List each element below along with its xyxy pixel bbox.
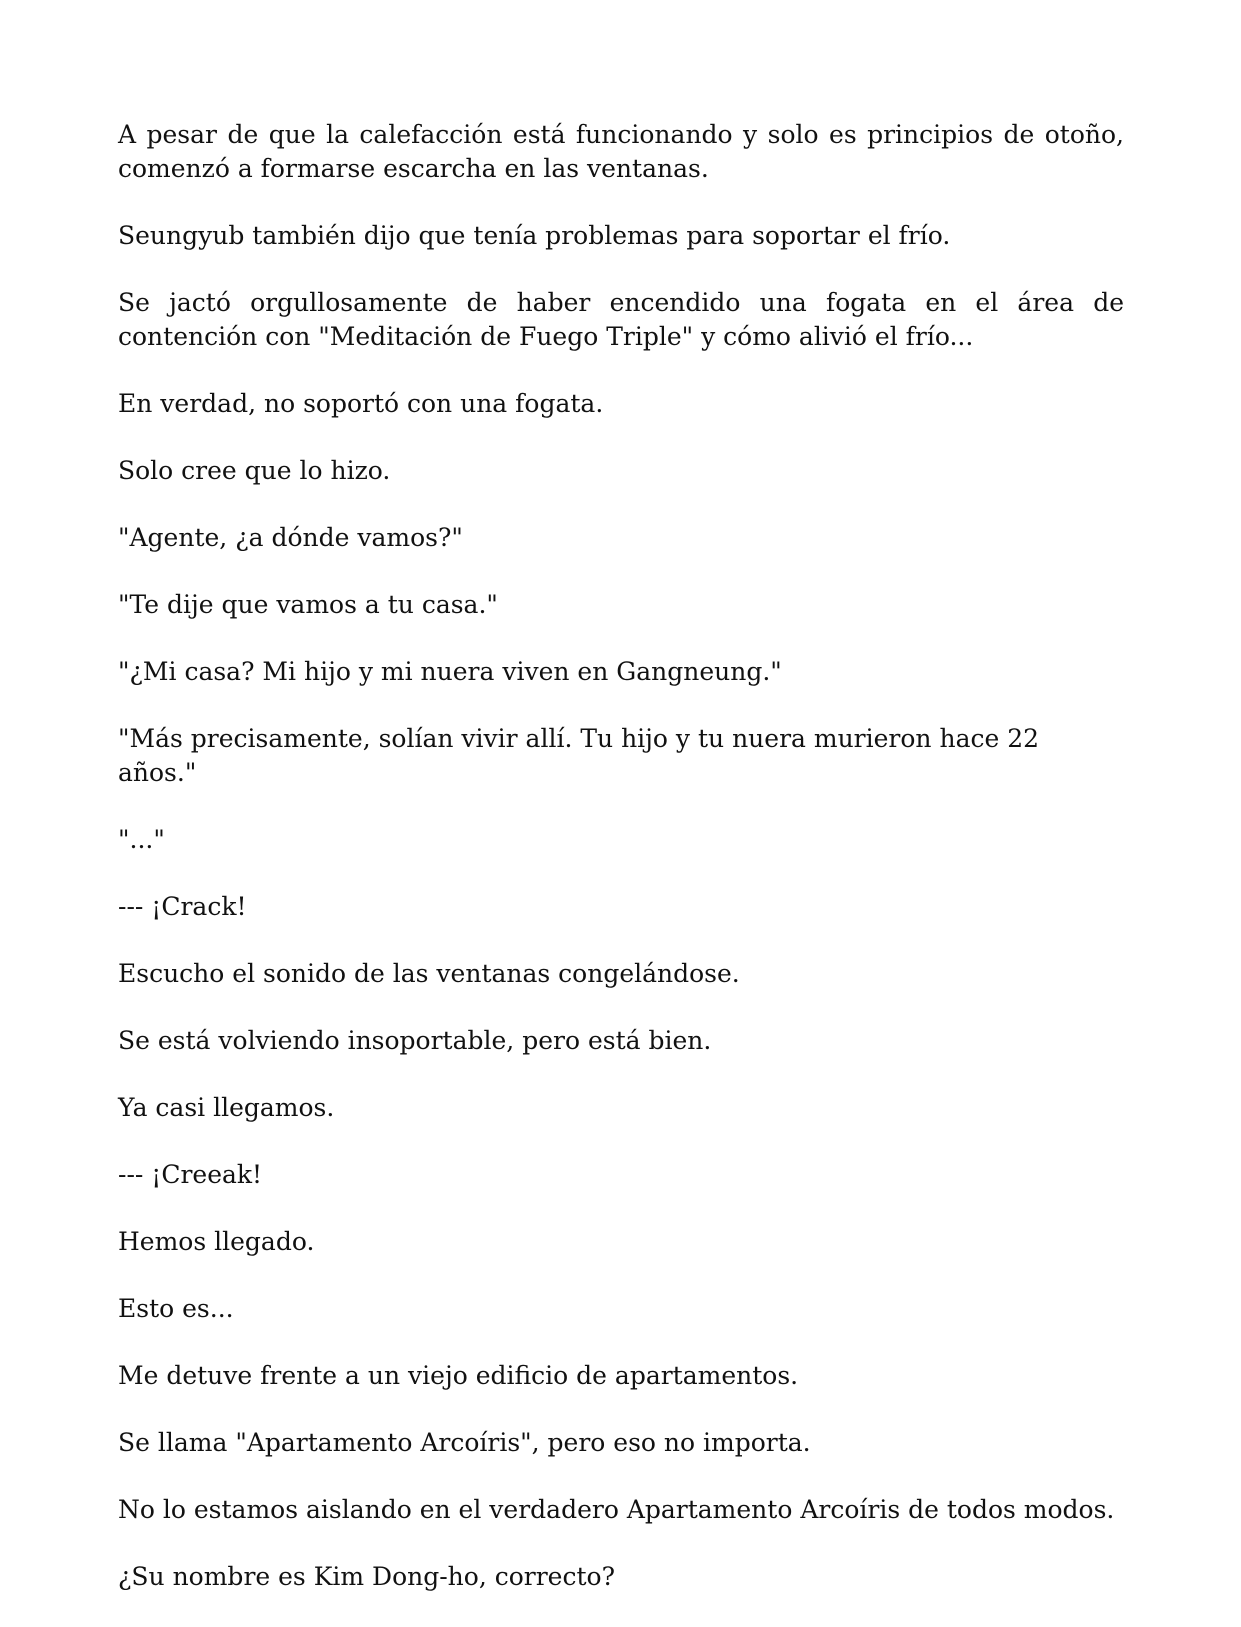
paragraph-20: No lo estamos aislando en el verdadero Apartamento Arcoíris de todos modos. [118, 1495, 1115, 1524]
paragraph-19: Se llama "Apartamento Arcoíris", pero eso no importa. [118, 1428, 811, 1457]
paragraph-13: Se está volviendo insoportable, pero está bien. [118, 1026, 712, 1055]
paragraph-21: ¿Su nombre es Kim Dong-ho, correcto? [118, 1562, 615, 1591]
paragraph-15: --- ¡Creeak! [118, 1160, 263, 1189]
paragraph-2: Seungyub también dijo que tenía problemas para soportar el frío. [118, 221, 951, 250]
document-body [118, 118, 1124, 1627]
paragraph-5: Solo cree que lo hizo. [118, 456, 391, 485]
paragraph-3: Se jactó orgullosamente de haber encendido una fogata en el área de contención con "Meditación de Fuego Triple" y cómo alivió el frío... [118, 288, 1124, 351]
paragraph-8: "¿Mi casa? Mi hijo y mi nuera viven en Gangneung." [118, 657, 782, 686]
paragraph-16: Hemos llegado. [118, 1227, 315, 1256]
paragraph-17: Esto es... [118, 1294, 234, 1323]
paragraph-4: En verdad, no soportó con una fogata. [118, 389, 604, 418]
paragraph-10: "..." [118, 825, 165, 854]
paragraph-9: "Más precisamente, solían vivir allí. Tu hijo y tu nuera murieron hace 22 años." [118, 724, 1040, 787]
paragraph-7: "Te dije que vamos a tu casa." [118, 590, 498, 619]
paragraph-1: A pesar de que la calefacción está funcionando y solo es principios de otoño, comenzó a formarse escarcha en las ventanas. [118, 120, 1124, 183]
paragraph-6: "Agente, ¿a dónde vamos?" [118, 523, 463, 552]
paragraph-12: Escucho el sonido de las ventanas congelándose. [118, 959, 740, 988]
paragraph-11: --- ¡Crack! [118, 892, 247, 921]
paragraph-14: Ya casi llegamos. [118, 1093, 335, 1122]
paragraph-18: Me detuve frente a un viejo edificio de apartamentos. [118, 1361, 799, 1390]
